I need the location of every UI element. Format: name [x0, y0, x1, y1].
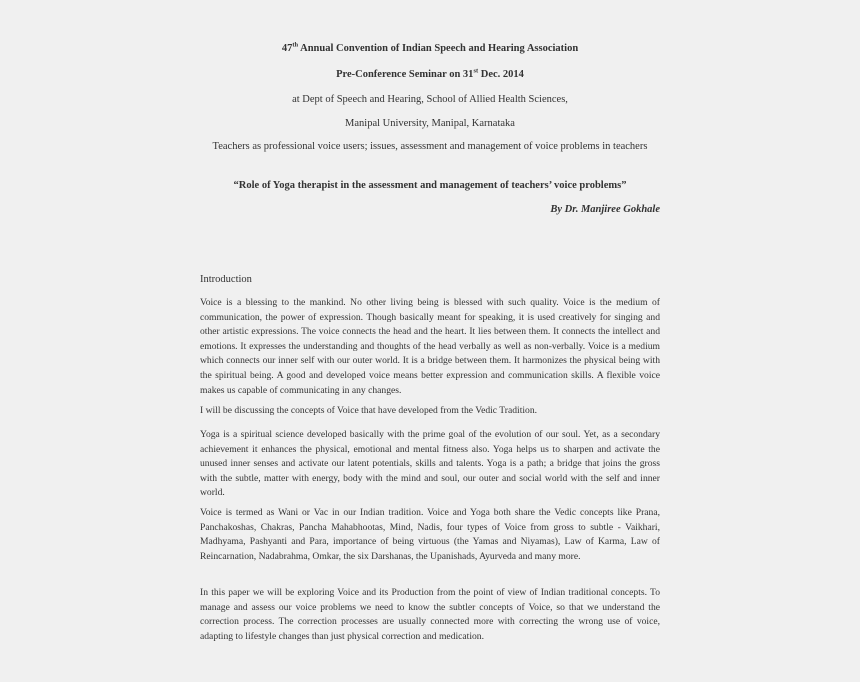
paragraph-introduction: Voice is a blessing to the mankind. No other living being is blessed with such quality. Voice is the medium of communication, the power of expression. Though basically meant for speaking, it is used creatively for singing and other artistic expressions. The voice connects the head and the heart. It lies between them. It connects the intellect and emotions. It expresses the understanding and thoughts of the head verbally as well as non-verbally. Voice is a medium which connects our inner self with our outer world. It is a bridge between them. It harmonizes the physical being with the spiritual being. A good and developed voice means better expression and communication skills. A flexible voice makes us capable of communicating in any changes. [200, 297, 660, 396]
venue-line-1: at Dept of Speech and Hearing, School of Allied Health Sciences, [292, 94, 568, 105]
paper-title: “Role of Yoga therapist in the assessment and management of teachers’ voice problems” [233, 180, 627, 191]
paragraph-vedic-tradition: I will be discussing the concepts of Voice that have developed from the Vedic Tradition. [200, 405, 538, 416]
ordinal-suffix: th [292, 41, 299, 49]
author-byline: By Dr. Manjiree Gokhale [550, 204, 660, 215]
paragraph-paper-scope: In this paper we will be exploring Voice and its Production from the point of view of Indian traditional concepts. To manage and assess our voice problems we need to know the subtler concepts of Voice, so that we understand the correction process. The correction processes are usually connected more with correcting the wrong use of voice, adapting to lifestyle changes than just physical correction and medication. [200, 587, 660, 642]
paragraph-yoga: Yoga is a spiritual science developed basically with the prime goal of the evolution of our soul. Yet, as a secondary achievement it enhances the physical, emotional and mental fitness also. Yoga helps us to sharpen and activate the unused inner senses and activate our latent potentials, skills and talents. Yoga is a path; a bridge that joins the gross with the subtle, matter with energy, body with the mind and soul, our outer and social world with the self and inner world. [200, 429, 660, 499]
date-suffix: st [473, 67, 479, 75]
seminar-date-line [0, 68, 860, 81]
seminar-label: Pre-Conference Seminar on 31 [336, 69, 474, 80]
convention-number: 47 [281, 43, 293, 54]
venue-line-2: Manipal University, Manipal, Karnataka [345, 118, 515, 129]
section-heading: Introduction [200, 274, 252, 285]
convention-title [0, 42, 860, 55]
seminar-date: Dec. 2014 [478, 69, 524, 80]
seminar-topic: Teachers as professional voice users; issues, assessment and management of voice problems in teachers [212, 141, 648, 152]
paragraph-voice-vedic-concepts: Voice is termed as Wani or Vac in our Indian tradition. Voice and Yoga both share the Vedic concepts like Prana, Panchakoshas, Chakras, Pancha Mahabhootas, Mind, Nadis, four types of Voice from gross to subtle - Vaikhari, Madhyama, Pashyanti and Para, importance of being virtuous (the Yamas and Niyamas), Law of Karma, Law of Reincarnation, Nadabrahma, Omkar, the six Darshanas, the Upanishads, Ayurveda and many more. [200, 507, 660, 562]
convention-name: Annual Convention of Indian Speech and Hearing Association [298, 43, 579, 54]
